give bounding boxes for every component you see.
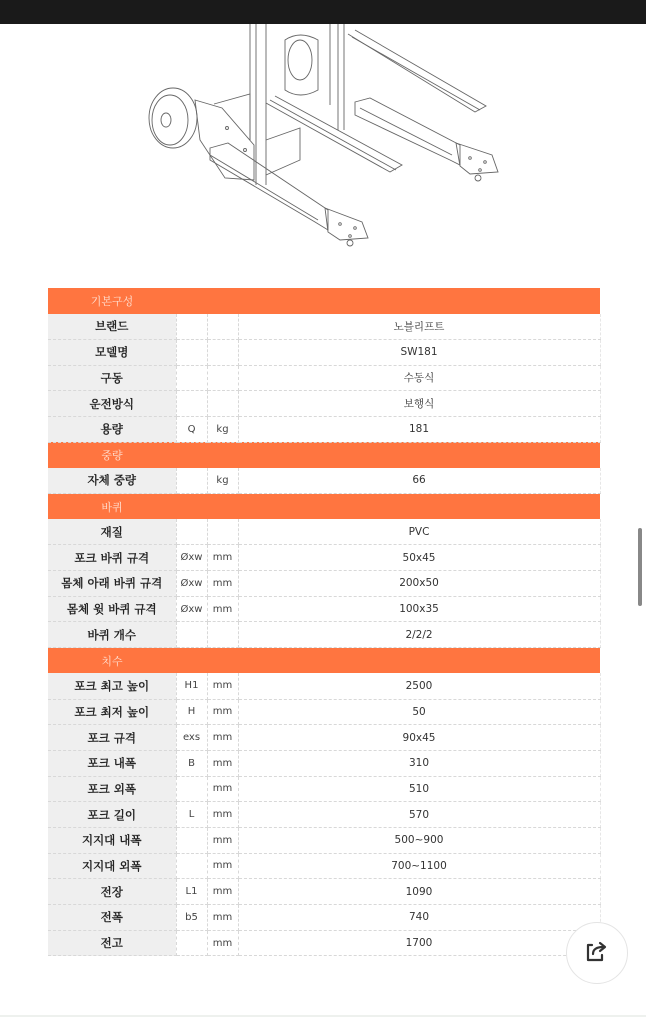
row-value: 181: [238, 416, 600, 442]
row-unit: [207, 314, 238, 340]
row-value: 50x45: [238, 545, 600, 571]
row-value: 50: [238, 699, 600, 725]
row-label: 지지대 내폭: [48, 827, 176, 853]
row-unit: mm: [207, 750, 238, 776]
share-button[interactable]: [566, 922, 628, 984]
row-label: 자체 중량: [48, 468, 176, 494]
status-bar: [0, 0, 646, 24]
table-row: [48, 905, 600, 931]
row-value: PVC: [238, 519, 600, 545]
table-row: [48, 339, 600, 365]
row-unit: kg: [207, 416, 238, 442]
row-symbol: Øxw: [176, 571, 207, 597]
row-symbol: [176, 314, 207, 340]
row-symbol: L1: [176, 879, 207, 905]
bottom-divider: [0, 1015, 646, 1017]
section-header-basic: [48, 288, 600, 314]
row-value: 200x50: [238, 571, 600, 597]
row-label: 몸체 아래 바퀴 규격: [48, 571, 176, 597]
row-unit: [207, 339, 238, 365]
section-title: 바퀴: [48, 494, 176, 520]
row-value: 90x45: [238, 725, 600, 751]
row-symbol: [176, 827, 207, 853]
row-label: 전장: [48, 879, 176, 905]
row-label: 지지대 외폭: [48, 853, 176, 879]
row-symbol: [176, 622, 207, 648]
scrollbar-thumb[interactable]: [638, 528, 642, 606]
table-row: [48, 750, 600, 776]
row-symbol: [176, 468, 207, 494]
row-unit: mm: [207, 725, 238, 751]
table-row: [48, 416, 600, 442]
row-label: 몸체 윗 바퀴 규격: [48, 596, 176, 622]
table-row: [48, 930, 600, 956]
row-symbol: Q: [176, 416, 207, 442]
row-label: 포크 길이: [48, 802, 176, 828]
row-value: 500~900: [238, 827, 600, 853]
row-symbol: exs: [176, 725, 207, 751]
row-value: 보행식: [238, 391, 600, 417]
row-symbol: H: [176, 699, 207, 725]
section-header-dimensions: [48, 648, 600, 674]
row-symbol: [176, 519, 207, 545]
row-unit: mm: [207, 802, 238, 828]
row-label: 모델명: [48, 339, 176, 365]
section-title: 중량: [48, 442, 176, 468]
table-row: [48, 853, 600, 879]
row-symbol: Øxw: [176, 545, 207, 571]
row-value: 2500: [238, 673, 600, 699]
row-value: SW181: [238, 339, 600, 365]
row-symbol: [176, 365, 207, 391]
row-label: 포크 바퀴 규격: [48, 545, 176, 571]
section-title: 치수: [48, 648, 176, 674]
row-symbol: Øxw: [176, 596, 207, 622]
row-unit: mm: [207, 827, 238, 853]
spec-table: [48, 288, 601, 956]
row-value: 2/2/2: [238, 622, 600, 648]
row-value: 100x35: [238, 596, 600, 622]
section-title: 기본구성: [48, 288, 176, 314]
row-unit: mm: [207, 699, 238, 725]
table-row: [48, 596, 600, 622]
table-row: [48, 725, 600, 751]
row-unit: mm: [207, 930, 238, 956]
table-row: [48, 622, 600, 648]
table-row: [48, 545, 600, 571]
row-value: 510: [238, 776, 600, 802]
row-label: 전폭: [48, 905, 176, 931]
row-symbol: [176, 391, 207, 417]
table-row: [48, 519, 600, 545]
row-label: 전고: [48, 930, 176, 956]
row-value: 1090: [238, 879, 600, 905]
row-value: 1700: [238, 930, 600, 956]
row-symbol: [176, 853, 207, 879]
table-row: [48, 802, 600, 828]
row-unit: kg: [207, 468, 238, 494]
row-unit: mm: [207, 596, 238, 622]
row-label: 포크 외폭: [48, 776, 176, 802]
row-symbol: b5: [176, 905, 207, 931]
row-value: 66: [238, 468, 600, 494]
row-symbol: H1: [176, 673, 207, 699]
table-row: [48, 879, 600, 905]
row-value: 700~1100: [238, 853, 600, 879]
row-label: 구동: [48, 365, 176, 391]
product-illustration: [0, 24, 646, 274]
share-icon: [584, 939, 610, 967]
table-row: [48, 776, 600, 802]
row-unit: [207, 365, 238, 391]
row-unit: [207, 519, 238, 545]
table-row: [48, 827, 600, 853]
row-unit: mm: [207, 905, 238, 931]
row-unit: mm: [207, 853, 238, 879]
row-label: 재질: [48, 519, 176, 545]
row-unit: mm: [207, 776, 238, 802]
row-symbol: [176, 930, 207, 956]
row-label: 포크 규격: [48, 725, 176, 751]
row-unit: mm: [207, 571, 238, 597]
row-label: 바퀴 개수: [48, 622, 176, 648]
row-label: 포크 최고 높이: [48, 673, 176, 699]
section-header-weight: [48, 442, 600, 468]
table-row: [48, 699, 600, 725]
table-row: [48, 391, 600, 417]
row-label: 브랜드: [48, 314, 176, 340]
row-value: 수동식: [238, 365, 600, 391]
row-value: 740: [238, 905, 600, 931]
row-symbol: L: [176, 802, 207, 828]
row-unit: mm: [207, 879, 238, 905]
row-unit: mm: [207, 673, 238, 699]
table-row: [48, 314, 600, 340]
row-symbol: [176, 339, 207, 365]
row-unit: mm: [207, 545, 238, 571]
row-label: 포크 최저 높이: [48, 699, 176, 725]
row-label: 운전방식: [48, 391, 176, 417]
row-value: 노블리프트: [238, 314, 600, 340]
table-row: [48, 365, 600, 391]
row-value: 570: [238, 802, 600, 828]
row-symbol: [176, 776, 207, 802]
row-unit: [207, 391, 238, 417]
table-row: [48, 468, 600, 494]
section-header-wheels: [48, 494, 600, 520]
row-label: 포크 내폭: [48, 750, 176, 776]
row-label: 용량: [48, 416, 176, 442]
table-row: [48, 571, 600, 597]
table-row: [48, 673, 600, 699]
row-unit: [207, 622, 238, 648]
row-value: 310: [238, 750, 600, 776]
row-symbol: B: [176, 750, 207, 776]
